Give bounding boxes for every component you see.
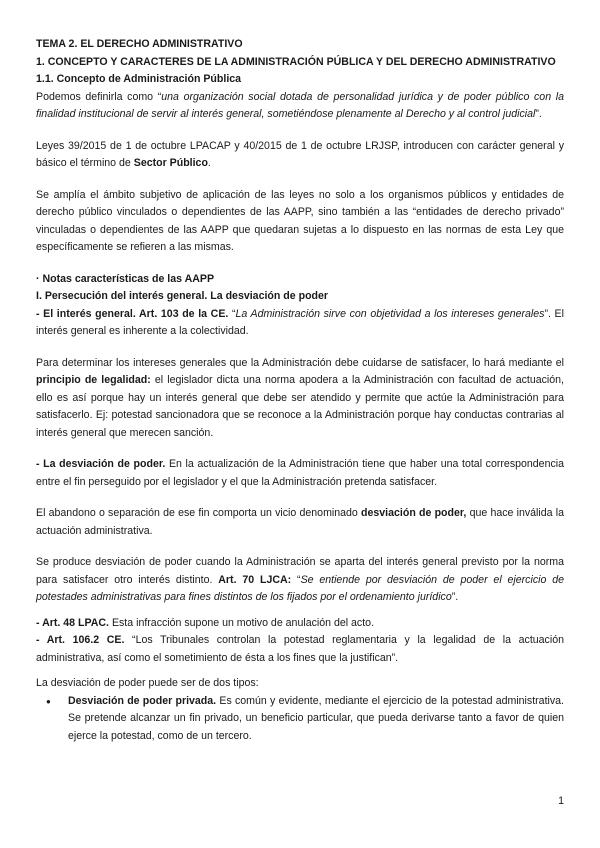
paragraph-leyes: Leyes 39/2015 de 1 de octubre LPACAP y 40/2015 de 1 de octubre LRJSP, introducen con carácter general y básico el término de Sector Público.: [36, 139, 564, 169]
paragraph-desviacion-poder: - La desviación de poder. En la actualización de la Administración tiene que haber una total correspondencia entre el fin perseguido por el legislador y el que la Administración pretenda satisfacer.: [36, 458, 565, 488]
bullet-dot-icon: ●: [46, 696, 51, 706]
heading-section-1-1: 1.1. Concepto de Administración Pública: [36, 73, 242, 85]
paragraph-interes-general: - El interés general. Art. 103 de la CE. “La Administración sirve con objetividad a los intereses generales”. El interés general es inherente a la colectividad.: [36, 307, 564, 337]
heading-persecucion: I. Persecución del interés general. La desviación de poder: [36, 290, 329, 302]
paragraph-tipos: La desviación de poder puede ser de dos tipos:: [36, 677, 259, 689]
document-page: [36, 36, 564, 745]
paragraph-art-70-ljca: Se produce desviación de poder cuando la Administración se aparta del interés general previsto por la norma para satisfacer otro interés distinto. Art. 70 LJCA: “Se entiende por desviación de poder el ejercicio de potestades administrativas para fines distintos de los fijados por el ordenamiento jurídico”.: [36, 556, 564, 603]
paragraph-art-48-lpac: - Art. 48 LPAC. Esta infracción supone un motivo de anulación del acto.: [36, 616, 375, 629]
bullet-desviacion-privada: Desviación de poder privada. Es común y evidente, mediante el ejercicio de la potestad administrativa. Se pretende alcanzar un fin privado, un beneficio particular, que pueda derivarse tanto a favor de quien ejerce la potestad, como de un tercero.: [68, 694, 565, 742]
heading-tema: TEMA 2. EL DERECHO ADMINISTRATIVO: [36, 38, 243, 50]
list-item: [46, 693, 564, 746]
paragraph-art-106-ce: - Art. 106.2 CE. “Los Tribunales controlan la potestad reglamentaria y la legalidad de la actuación administrativa, así como el sometimiento de ésta a los fines que la justifican”.: [36, 634, 564, 664]
page-number: 1: [558, 795, 564, 807]
paragraph-principio-legalidad: Para determinar los intereses generales que la Administración debe cuidarse de satisfacer, lo hará mediante el principio de legalidad: el legislador dicta una norma apodera a la Administración con facultad de actuación, ello es así porque hay un interés general que debe ser atendido y permite que actúe la Administración para satisfacerlo. Ej: potestad sancionadora que se reconoce a la Administración porque hay conductas contrarias al interés general que merecen sanción.: [36, 356, 564, 439]
heading-section-1: 1. CONCEPTO Y CARACTERES DE LA ADMINISTRACIÓN PÚBLICA Y DEL DERECHO ADMINISTRATIVO: [36, 55, 556, 68]
heading-notas: · Notas características de las AAPP: [36, 272, 215, 285]
paragraph-definicion: Podemos definirla como “una organización social dotada de personalidad jurídica y de poder público con la finalidad institucional de servir al interés general, sometiéndose plenamente al Derecho y al control judicial”.: [36, 90, 564, 120]
paragraph-abandono: El abandono o separación de ese fin comporta un vicio denominado desviación de poder, que hace inválida la actuación administrativa.: [36, 507, 564, 537]
paragraph-ambito: Se amplía el ámbito subjetivo de aplicación de las leyes no solo a los organismos públicos y entidades de derecho público vinculados o dependientes de las AAPP, sino también a las “entidades de derecho privado” vinculadas o dependientes de las AAPP que quedaran sujetas a lo dispuesto en las normas de esta Ley que específicamente se refieren a las mismas.: [36, 188, 564, 253]
